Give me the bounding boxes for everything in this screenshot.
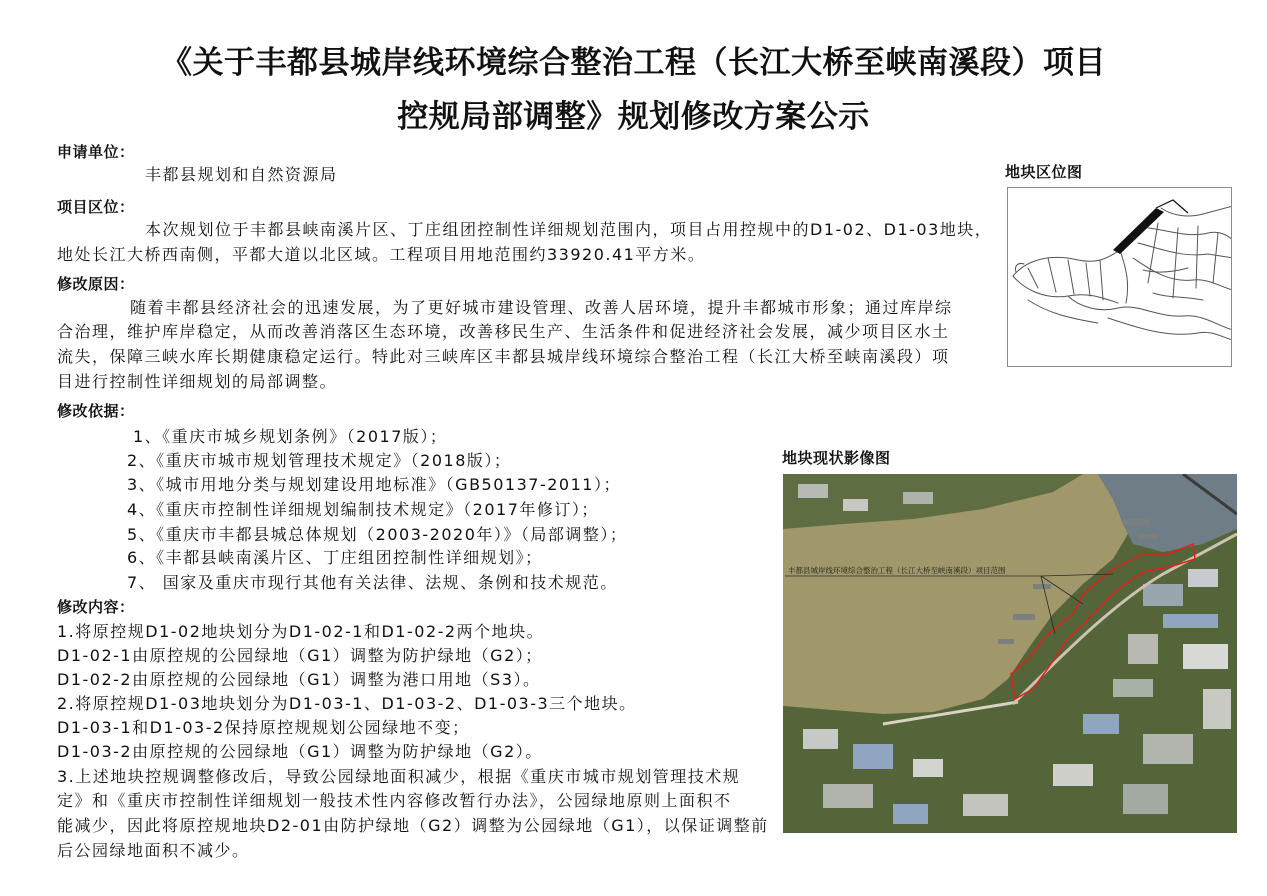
page-title-line-1: 《关于丰都县城岸线环境综合整治工程（长江大桥至峡南溪段）项目 <box>161 45 1106 81</box>
basis-item: 3、《城市用地分类与规划建设用地标准》（GB50137-2011）； <box>127 475 621 494</box>
page-title-line-2: 控规局部调整》规划修改方案公示 <box>397 99 870 135</box>
reason-line: 目进行控制性详细规划的局部调整。 <box>57 372 338 391</box>
applicant-value: 丰都县规划和自然资源局 <box>145 165 338 184</box>
content-line: 2.将原控规D1-03地块划分为D1-03-1、D1-03-2、D1-03-3三个地块。 <box>57 694 637 713</box>
location-line: 本次规划位于丰都县峡南溪片区、丁庄组团控制性详细规划范围内，项目占用控规中的D1-02、D1-03地块， <box>145 220 993 239</box>
location-map <box>1007 187 1232 367</box>
content-heading: 修改内容： <box>57 598 135 616</box>
aerial-annotation: 丰都县城岸线环境综合整治工程（长江大桥至峡南溪段）项目范围 <box>788 566 1006 575</box>
content-line: 3.上述地块控规调整修改后，导致公园绿地面积减少，根据《重庆市城市规划管理技术规 <box>57 767 741 786</box>
reason-line: 合治理，维护库岸稳定，从而改善消落区生态环境，改善移民生产、生活条件和促进经济社会发展，减少项目区水土 <box>57 322 950 341</box>
applicant-heading: 申请单位： <box>57 143 135 161</box>
basis-item: 1、《重庆市城乡规划条例》（2017版）； <box>133 427 448 446</box>
basis-item: 5、《重庆市丰都县城总体规划（2003-2020年）》（局部调整）； <box>127 525 628 544</box>
basis-heading: 修改依据： <box>57 402 135 420</box>
content-line: 能减少，因此将原控规地块D2-01由防护绿地（G2）调整为公园绿地（G1），以保证调整前 <box>57 816 769 835</box>
content-line: D1-03-2由原控规的公园绿地（G1）调整为防护绿地（G2）。 <box>57 742 543 761</box>
reason-line: 流失，保障三峡水库长期健康稳定运行。特此对三峡库区丰都县城岸线环境综合整治工程（长江大桥至峡南溪段）项 <box>57 347 950 366</box>
basis-item: 4、《重庆市控制性详细规划编制技术规定》（2017年修订）； <box>127 500 599 519</box>
content-line: D1-03-1和D1-03-2保持原控规规划公园绿地不变； <box>57 718 470 737</box>
location-map-roads <box>1008 188 1232 367</box>
content-line: D1-02-2由原控规的公园绿地（G1）调整为港口用地（S3）。 <box>57 670 541 689</box>
basis-item: 7、 国家及重庆市现行其他有关法律、法规、条例和技术规范。 <box>127 573 618 592</box>
location-line: 地处长江大桥西南侧，平都大道以北区域。工程项目用地范围约33920.41平方米。 <box>57 245 706 264</box>
aerial-image-title: 地块现状影像图 <box>782 449 891 467</box>
content-line: 定》和《重庆市控制性详细规划一般技术性内容修改暂行办法》，公园绿地原则上面积不 <box>57 791 732 810</box>
basis-item: 2、《重庆市城市规划管理技术规定》（2018版）； <box>127 451 512 470</box>
location-map-title: 地块区位图 <box>1005 163 1083 181</box>
location-heading: 项目区位： <box>57 198 135 216</box>
reason-heading: 修改原因： <box>57 275 135 293</box>
basis-item: 6、《丰都县峡南溪片区、丁庄组团控制性详细规划》； <box>127 548 543 567</box>
content-line: D1-02-1由原控规的公园绿地（G1）调整为防护绿地（G2）； <box>57 646 543 665</box>
aerial-image-graphic <box>783 474 1237 833</box>
aerial-image <box>783 474 1237 833</box>
content-line: 1.将原控规D1-02地块划分为D1-02-1和D1-02-2两个地块。 <box>57 622 545 641</box>
content-line: 后公园绿地面积不减少。 <box>57 841 250 860</box>
reason-line: 随着丰都县经济社会的迅速发展，为了更好城市建设管理、改善人居环境，提升丰都城市形象；通过库岸综 <box>130 298 953 317</box>
